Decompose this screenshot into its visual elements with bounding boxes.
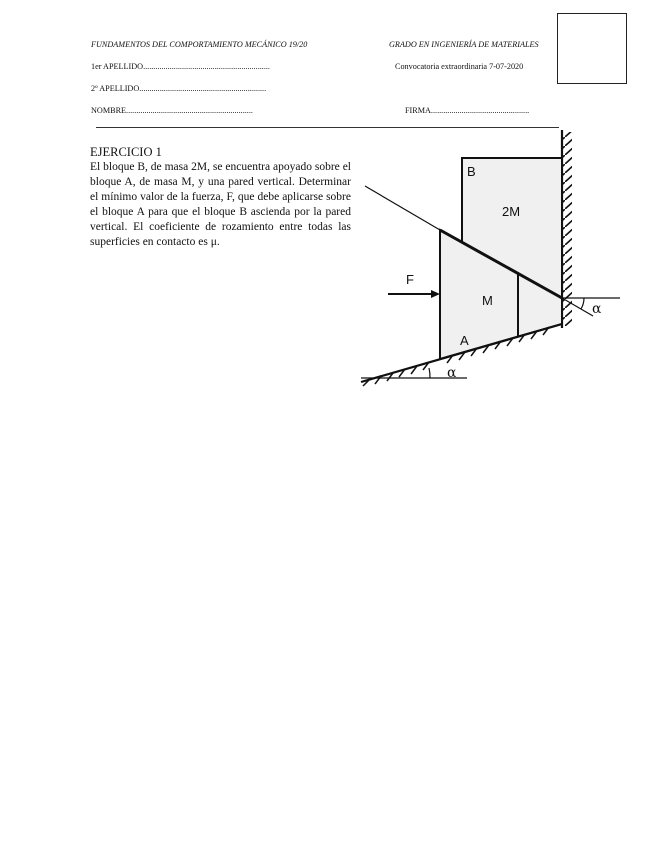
grade-box xyxy=(557,13,627,84)
apellido1-field: 1er APELLIDO.............................................................. xyxy=(91,62,270,71)
angle-arc-bottom xyxy=(429,368,430,378)
label-a: A xyxy=(460,333,469,348)
convocatoria-label: Convocatoria extraordinaria 7-07-2020 xyxy=(395,62,524,71)
label-m: M xyxy=(482,293,493,308)
wall-hatching xyxy=(562,132,572,326)
nombre-field: NOMBRE.............................................................. xyxy=(91,106,253,115)
label-2m: 2M xyxy=(502,204,521,219)
label-alpha-bottom: α xyxy=(447,365,457,381)
exercise-statement: El bloque B, de masa 2M, se encuentra apoyado sobre el bloque A, de masa M, y una pared vertical. Determinar el mínimo valor de la fuerza, F, que debe aplicarse sobre el bloque A para que el bloque B ascienda por la pared vertical. El coeficiente de rozamiento entre todas las superficies en contacto es μ. xyxy=(90,161,351,248)
label-alpha-right: α xyxy=(592,301,602,317)
label-b: B xyxy=(467,164,476,179)
degree-title: GRADO EN INGENIERÍA DE MATERIALES xyxy=(389,40,539,49)
label-f: F xyxy=(406,272,414,287)
course-title: FUNDAMENTOS DEL COMPORTAMIENTO MECÁNICO 19/20 xyxy=(91,40,308,49)
firma-field: FIRMA................................................ xyxy=(405,106,530,115)
angle-arc-right xyxy=(581,298,584,309)
contact-line-extension xyxy=(365,186,440,230)
exercise-title: EJERCICIO 1 xyxy=(90,145,162,159)
apellido2-field: 2º APELLIDO.............................................................. xyxy=(91,84,267,93)
force-arrow-head xyxy=(431,290,440,298)
exercise-figure xyxy=(355,128,635,388)
